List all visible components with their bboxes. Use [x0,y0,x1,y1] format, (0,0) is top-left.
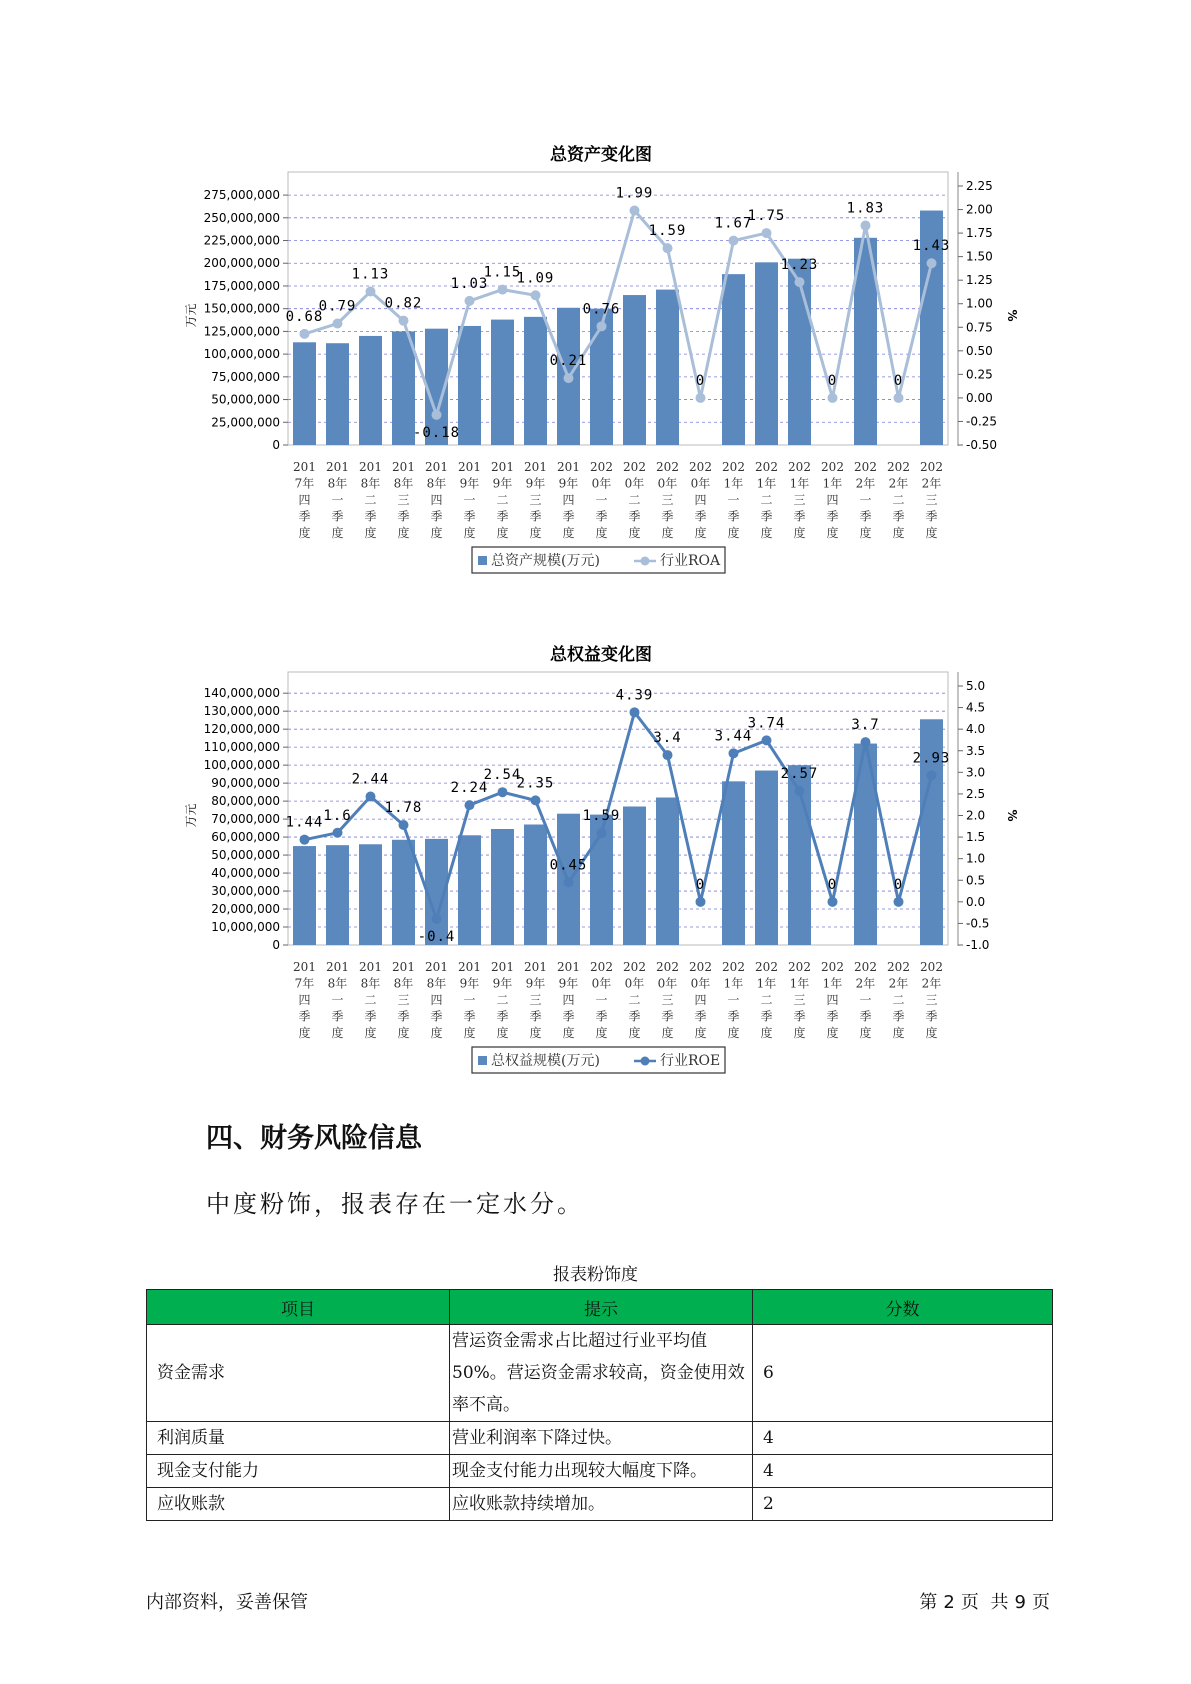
legend-line-label: 行业ROE [660,1053,721,1069]
table-row [147,1488,1053,1521]
bar [293,846,316,945]
x-tick-label: 202 1年二季度 [755,960,778,1040]
y-tick-label: 90,000,000 [211,776,280,791]
line-point [399,820,409,830]
data-label: 0.82 [384,295,423,312]
bar [623,295,646,445]
header-hint: 提示 [450,1290,753,1325]
data-label: 1.43 [912,238,951,255]
line-point [531,290,541,300]
line-point [729,236,739,246]
data-label: 1.99 [615,185,654,202]
data-label: 1.15 [483,264,522,281]
data-label: 0 [827,876,838,893]
data-label: 1.59 [582,808,621,825]
bar [722,274,745,445]
x-tick-label: 201 8年二季度 [359,960,382,1040]
y2-tick-label: -1.0 [966,938,990,952]
page-current: 2 [943,1592,955,1613]
y-tick-label: 120,000,000 [203,722,280,737]
y-tick-label: 80,000,000 [211,794,280,809]
y2-axis-title: % [1005,809,1019,822]
page-total-prefix: 共 [990,1592,1009,1613]
y-tick-label: 200,000,000 [203,256,280,271]
bar [491,829,514,945]
x-tick-label: 202 1年一季度 [722,960,745,1040]
data-label: 0.21 [549,353,588,370]
y-tick-label: 130,000,000 [203,704,280,719]
y2-tick-label: 1.0 [966,851,986,866]
bar [293,342,316,445]
y-tick-label: 0 [272,938,280,952]
data-label: 1.6 [323,807,352,824]
data-label: 3.4 [653,730,682,747]
x-tick-label: 201 8年三季度 [392,960,415,1040]
legend-bar-swatch [478,556,487,565]
data-label: -0.18 [412,424,461,441]
line-point [564,877,574,887]
data-label: 2.44 [351,771,390,788]
data-label: 0.68 [285,308,324,325]
table-caption: 报表粉饰度 [553,1265,638,1285]
y-tick-label: 50,000,000 [211,392,280,407]
y2-tick-label: 4.0 [966,722,986,737]
bar [722,781,745,945]
bar [458,326,481,445]
y-tick-label: 10,000,000 [211,920,280,935]
x-tick-label: 202 0年二季度 [623,960,646,1040]
y-tick-label: 125,000,000 [203,324,280,339]
x-tick-label: 202 1年一季度 [722,460,745,540]
header-score: 分数 [753,1290,1053,1325]
line-point [762,735,772,745]
y2-tick-label: 0.75 [966,320,993,335]
y2-tick-label: 3.5 [966,743,986,758]
x-tick-label: 201 8年四季度 [425,460,448,540]
x-tick-label: 202 2年一季度 [854,460,877,540]
x-tick-label: 201 8年二季度 [359,460,382,540]
table-header-row [147,1290,1053,1325]
data-label: 0 [827,372,838,389]
data-label: 1.23 [780,257,819,274]
data-label: 1.78 [384,799,423,816]
line-point [894,393,904,403]
x-tick-label: 201 9年三季度 [524,960,547,1040]
y2-tick-label: -0.5 [966,916,990,931]
bar [326,845,349,945]
line-point [696,393,706,403]
data-label: 4.39 [615,687,654,704]
row-item: 现金支付能力 [147,1455,450,1488]
x-tick-label: 201 9年二季度 [491,960,514,1040]
x-tick-label: 202 1年四季度 [821,460,844,540]
legend-bar-label: 总资产规模(万元) [491,553,600,569]
line-point [366,792,376,802]
y-axis-title: 万元 [184,303,198,328]
page-prefix: 第 [919,1592,938,1613]
bar [392,840,415,945]
data-label: 2.35 [516,775,555,792]
y-tick-label: 0 [272,438,280,452]
bar [359,336,382,445]
line-point [465,800,475,810]
y-tick-label: 50,000,000 [211,848,280,863]
table-row [147,1325,1053,1422]
line-point [861,221,871,231]
line-point [564,373,574,383]
y2-tick-label: 5.0 [966,679,986,693]
line-point [828,897,838,907]
y2-tick-label: 0.0 [966,894,986,909]
bar [656,798,679,945]
x-tick-label: 201 7年四季度 [293,960,316,1040]
row-hint: 营业利润率下降过快。 [450,1422,753,1455]
y-tick-label: 40,000,000 [211,866,280,881]
y2-tick-label: 0.5 [966,873,986,888]
data-label: 0.76 [582,301,621,318]
legend-line-label: 行业ROA [660,553,721,569]
data-label: 2.93 [912,750,951,767]
bar [755,771,778,945]
line-point [333,828,343,838]
y-tick-label: 175,000,000 [203,278,280,293]
y2-tick-label: 3.0 [966,765,986,780]
bar [524,824,547,945]
bar [458,835,481,945]
y2-tick-label: 1.5 [966,830,986,845]
y2-tick-label: 1.25 [966,273,993,288]
legend-bar-label: 总权益规模(万元) [491,1053,600,1069]
x-tick-label: 201 9年四季度 [557,960,580,1040]
data-label: 1.13 [351,266,390,283]
data-label: 0 [893,372,904,389]
line-point [366,286,376,296]
x-tick-label: 201 9年二季度 [491,460,514,540]
y-tick-label: 60,000,000 [211,830,280,845]
y2-tick-label: 0.00 [966,390,993,405]
x-tick-label: 202 0年一季度 [590,460,613,540]
data-label: 1.67 [714,215,753,232]
x-tick-label: 201 7年四季度 [293,460,316,540]
x-tick-label: 201 9年一季度 [458,960,481,1040]
x-tick-label: 201 8年一季度 [326,460,349,540]
page-suffix: 页 [1032,1592,1050,1613]
x-tick-label: 202 0年三季度 [656,960,679,1040]
row-item: 利润质量 [147,1422,450,1455]
y2-tick-label: 0.50 [966,343,993,358]
data-label: 3.44 [714,728,753,745]
chart-title: 总权益变化图 [550,645,652,665]
chart-title: 总资产变化图 [550,145,652,165]
line-point [498,285,508,295]
y2-tick-label: 2.25 [966,179,993,193]
y-tick-label: 70,000,000 [211,812,280,827]
x-tick-label: 202 0年四季度 [689,960,712,1040]
y-axis-title: 万元 [184,803,198,828]
y2-tick-label: 2.5 [966,786,986,801]
data-label: 1.83 [846,200,885,217]
y-tick-label: 100,000,000 [203,347,280,362]
y2-tick-label: 1.75 [966,226,993,241]
line-point [465,296,475,306]
line-point [597,828,607,838]
data-label: -0.4 [417,929,456,946]
row-hint: 应收账款持续增加。 [450,1488,753,1521]
total-equity-chart [0,630,1191,1100]
x-tick-label: 202 1年三季度 [788,960,811,1040]
line-point [333,319,343,329]
y2-tick-label: 0.25 [966,367,993,382]
bar [524,317,547,445]
total-assets-chart [0,130,1191,600]
section-title: 四、财务风险信息 [206,1123,422,1154]
bar [359,844,382,945]
y2-tick-label: 4.5 [966,700,986,715]
y-tick-label: 30,000,000 [211,884,280,899]
legend-line-marker [641,557,650,566]
row-score: 2 [753,1488,1053,1521]
bar [656,290,679,445]
y-tick-label: 140,000,000 [203,686,280,701]
data-label: 2.54 [483,767,522,784]
line-point [663,243,673,253]
x-tick-label: 202 2年三季度 [920,460,943,540]
risk-summary: 中度粉饰，报表存在一定水分。 [206,1190,584,1218]
line-point [861,737,871,747]
page-total: 9 [1014,1592,1026,1613]
x-tick-label: 202 0年三季度 [656,460,679,540]
bar [392,331,415,445]
line-point [300,835,310,845]
legend-bar-swatch [478,1056,487,1065]
x-tick-label: 201 8年三季度 [392,460,415,540]
line-point [597,321,607,331]
x-tick-label: 202 0年二季度 [623,460,646,540]
x-tick-label: 202 0年一季度 [590,960,613,1040]
data-label: 1.44 [285,814,324,831]
row-hint: 营运资金需求占比超过行业平均值50%。营运资金需求较高，资金使用效率不高。 [450,1325,753,1422]
x-tick-label: 202 2年二季度 [887,460,910,540]
bar [491,320,514,445]
data-label: 0 [695,372,706,389]
x-tick-label: 202 2年二季度 [887,960,910,1040]
y2-tick-label: 1.00 [966,296,993,311]
bar [623,807,646,945]
data-label: 1.59 [648,223,687,240]
y2-tick-label: 2.00 [966,202,993,217]
x-tick-label: 201 9年四季度 [557,460,580,540]
x-tick-label: 201 8年四季度 [425,960,448,1040]
x-tick-label: 202 1年三季度 [788,460,811,540]
row-score: 4 [753,1455,1053,1488]
page-mid: 页 [960,1592,979,1613]
data-label: 3.74 [747,715,786,732]
line-point [927,770,937,780]
data-label: 0.45 [549,857,588,874]
bar [326,343,349,445]
data-label: 2.57 [780,765,819,782]
y-tick-label: 275,000,000 [203,188,280,203]
data-label: 0.79 [318,298,357,315]
y-tick-label: 150,000,000 [203,301,280,316]
line-point [630,707,640,717]
line-point [927,258,937,268]
data-label: 2.24 [450,780,489,797]
row-score: 6 [753,1325,1053,1422]
y-tick-label: 75,000,000 [211,369,280,384]
footer-confidential: 内部资料，妥善保管 [146,1592,308,1613]
bar [755,262,778,445]
y2-tick-label: -0.25 [966,414,998,429]
x-tick-label: 202 0年四季度 [689,460,712,540]
x-tick-label: 202 2年一季度 [854,960,877,1040]
line-point [762,228,772,238]
y2-axis-title: % [1005,309,1019,322]
line-point [630,205,640,215]
risk-table [146,1289,1053,1521]
y-tick-label: 250,000,000 [203,210,280,225]
line-point [729,748,739,758]
data-label: 1.03 [450,275,489,292]
table-row [147,1422,1053,1455]
line-point [498,787,508,797]
line-point [432,914,442,924]
y-tick-label: 110,000,000 [203,740,280,755]
data-label: 1.75 [747,208,786,225]
line-point [663,750,673,760]
row-hint: 现金支付能力出现较大幅度下降。 [450,1455,753,1488]
x-tick-label: 202 1年四季度 [821,960,844,1040]
y-tick-label: 25,000,000 [211,415,280,430]
data-label: 0 [695,876,706,893]
data-label: 1.09 [516,270,555,287]
row-score: 4 [753,1422,1053,1455]
table-row [147,1455,1053,1488]
header-item: 项目 [147,1290,450,1325]
line-point [432,410,442,420]
legend-line-marker [641,1057,650,1066]
footer-page-number [916,1588,1053,1614]
y2-tick-label: 1.50 [966,249,993,264]
data-label: 0 [893,876,904,893]
row-item: 资金需求 [147,1325,450,1422]
data-label: 3.7 [851,717,880,734]
line-point [696,897,706,907]
x-tick-label: 202 1年二季度 [755,460,778,540]
line-point [531,795,541,805]
y2-tick-label: 2.0 [966,808,986,823]
y-tick-label: 100,000,000 [203,758,280,773]
y2-tick-label: -0.50 [966,438,998,452]
line-point [894,897,904,907]
line-point [300,329,310,339]
row-item: 应收账款 [147,1488,450,1521]
x-tick-label: 202 2年三季度 [920,960,943,1040]
line-point [795,277,805,287]
line-point [795,786,805,796]
x-tick-label: 201 9年一季度 [458,460,481,540]
x-tick-label: 201 8年一季度 [326,960,349,1040]
y-tick-label: 225,000,000 [203,233,280,248]
x-tick-label: 201 9年三季度 [524,460,547,540]
line-point [828,393,838,403]
line-point [399,316,409,326]
y-tick-label: 20,000,000 [211,902,280,917]
